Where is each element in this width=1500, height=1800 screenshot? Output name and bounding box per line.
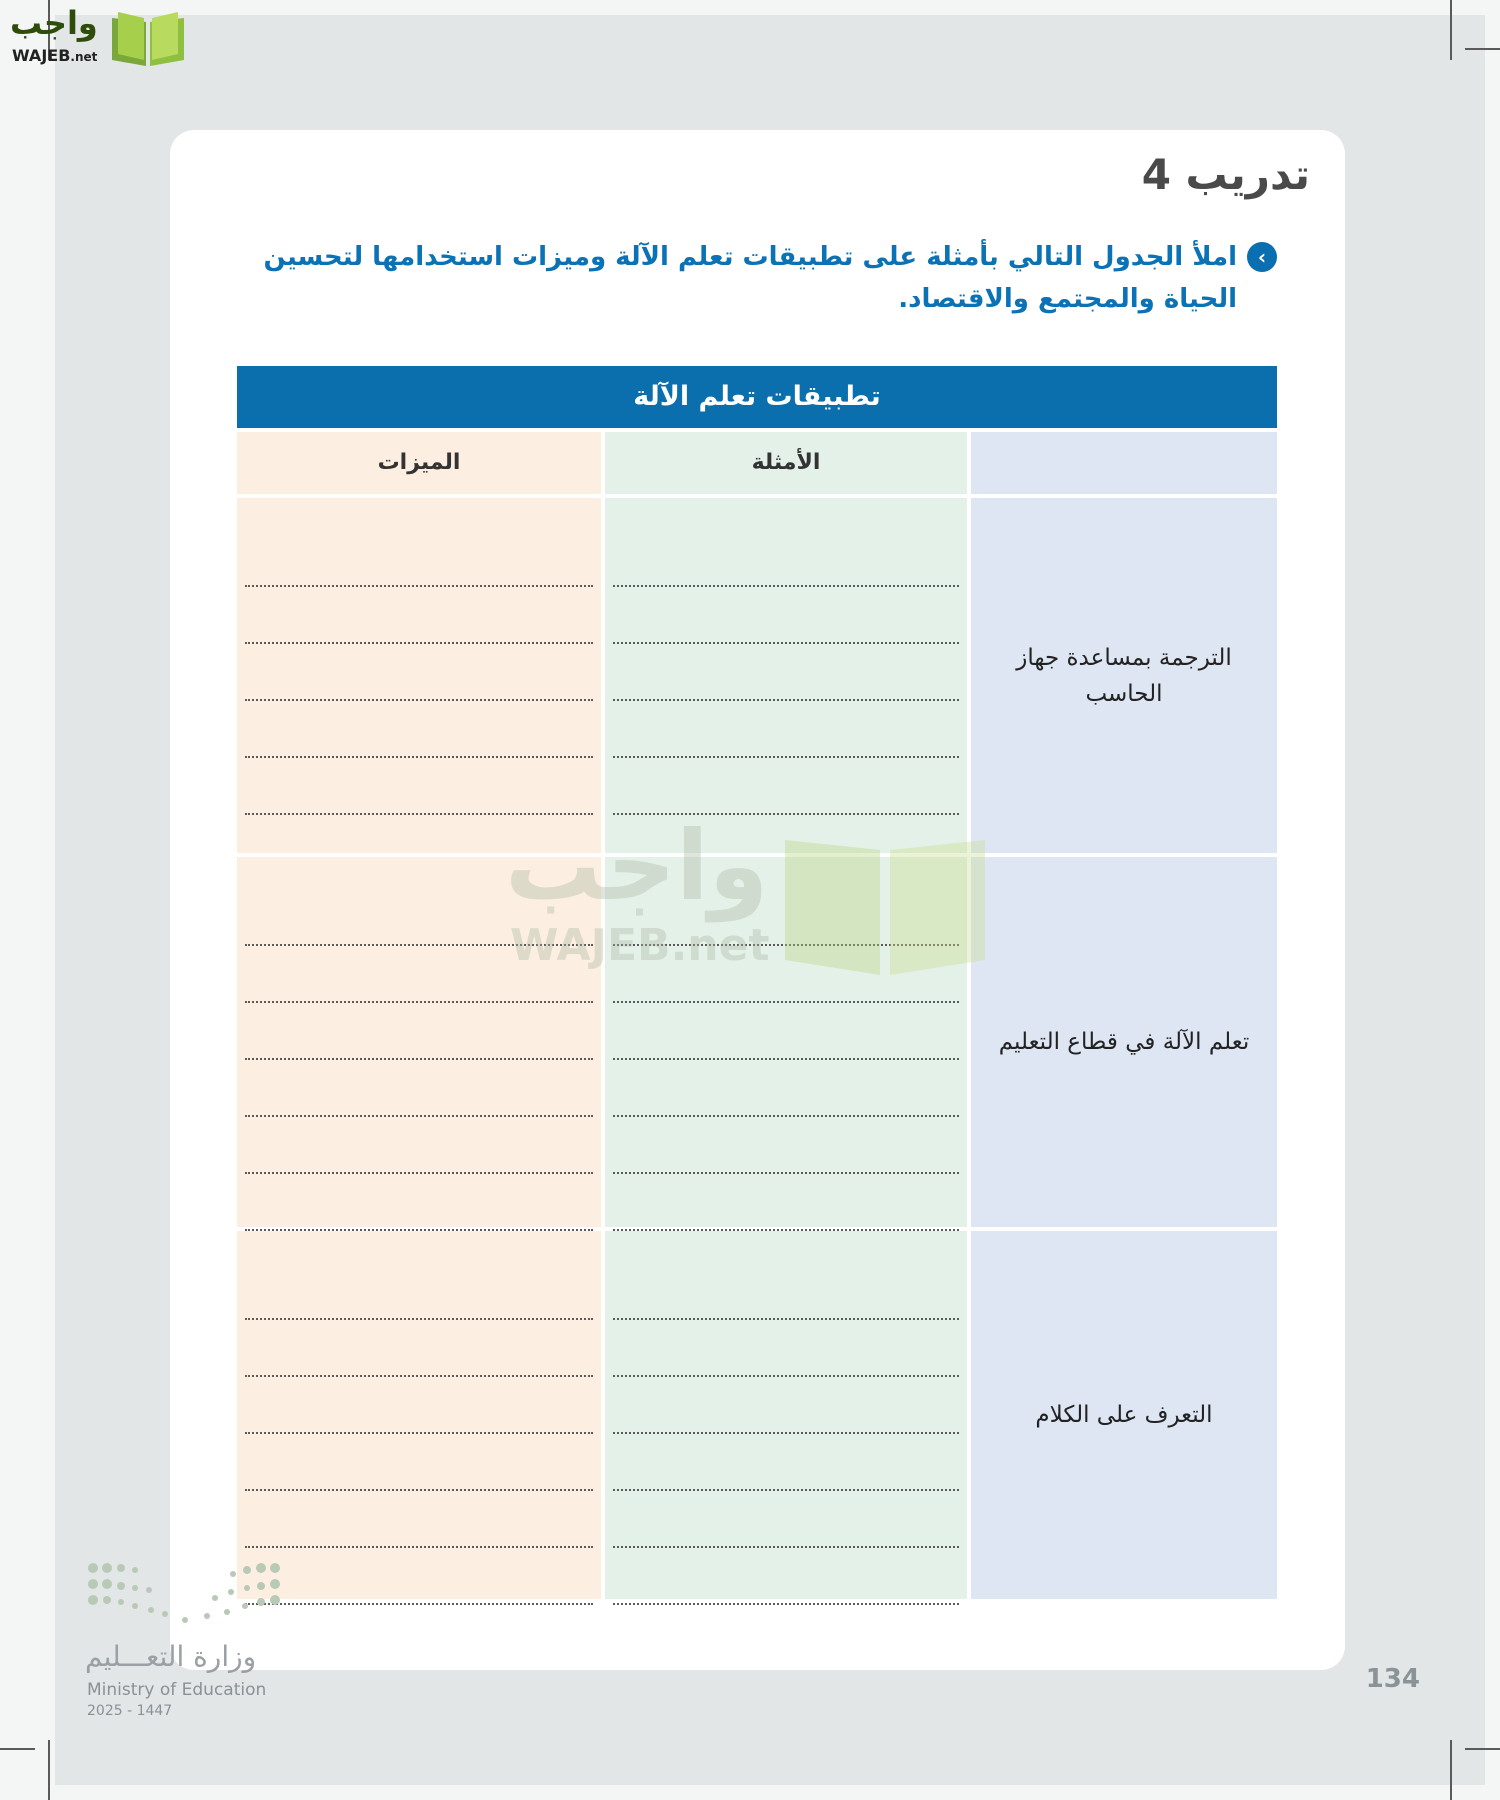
ministry-year: 2025 - 1447 (87, 1703, 173, 1719)
dotted-lines (605, 857, 967, 1231)
ministry-logo (85, 1560, 305, 1720)
crop-mark (1465, 48, 1500, 50)
crop-mark (48, 1740, 50, 1800)
book-icon (108, 8, 188, 68)
features-answer-cell[interactable] (237, 1231, 601, 1599)
examples-answer-cell[interactable] (605, 857, 967, 1227)
application-label: التعرف على الكلام (1035, 1402, 1213, 1428)
exercise-card (170, 130, 1345, 1670)
dotted-lines (237, 498, 601, 872)
application-cell (971, 498, 1277, 853)
examples-column-header: الأمثلة (605, 432, 967, 494)
ministry-english: Ministry of Education (87, 1680, 267, 1700)
application-label: الترجمة بمساعدة جهاز الحاسب (1016, 644, 1232, 707)
dotted-lines (605, 1231, 967, 1605)
dotted-lines (605, 498, 967, 872)
features-column-header: الميزات (237, 432, 601, 494)
dotted-lines (237, 1231, 601, 1605)
crop-mark (1450, 1740, 1452, 1800)
exercise-title: تدريب 4 (1141, 150, 1310, 199)
exercise-instruction: املأ الجدول التالي بأمثلة على تطبيقات تعلم الآلة وميزات استخدامها لتحسين الحياة والمجتمع والاقتصاد. (263, 242, 1237, 314)
examples-answer-cell[interactable] (605, 498, 967, 853)
table-grid (237, 432, 1277, 1599)
dotted-lines (237, 857, 601, 1231)
crop-mark (0, 1748, 35, 1750)
ml-applications-table (237, 366, 1277, 1599)
watermark-latin: WAJEB.net (510, 920, 770, 971)
logo-arabic-text: واجب (10, 4, 98, 42)
crop-mark (1465, 1748, 1500, 1750)
application-cell (971, 1231, 1277, 1599)
examples-answer-cell[interactable] (605, 1231, 967, 1599)
crop-mark (1450, 0, 1452, 60)
watermark-arabic: واجب (505, 810, 769, 922)
application-cell (971, 857, 1277, 1227)
features-answer-cell[interactable] (237, 857, 601, 1227)
chevron-left-icon: ‹ (1247, 242, 1277, 272)
application-label: تعلم الآلة في قطاع التعليم (998, 1029, 1250, 1055)
application-column-header (971, 432, 1277, 494)
ministry-arabic: وزارة التعـــليم (85, 1640, 257, 1673)
wajeb-logo[interactable] (10, 4, 190, 70)
ministry-dots-icon (85, 1560, 285, 1630)
logo-latin-text: WAJEB.net (12, 46, 98, 65)
table-header: تطبيقات تعلم الآلة (237, 366, 1277, 428)
page-number: 134 (1365, 1664, 1420, 1694)
features-answer-cell[interactable] (237, 498, 601, 853)
